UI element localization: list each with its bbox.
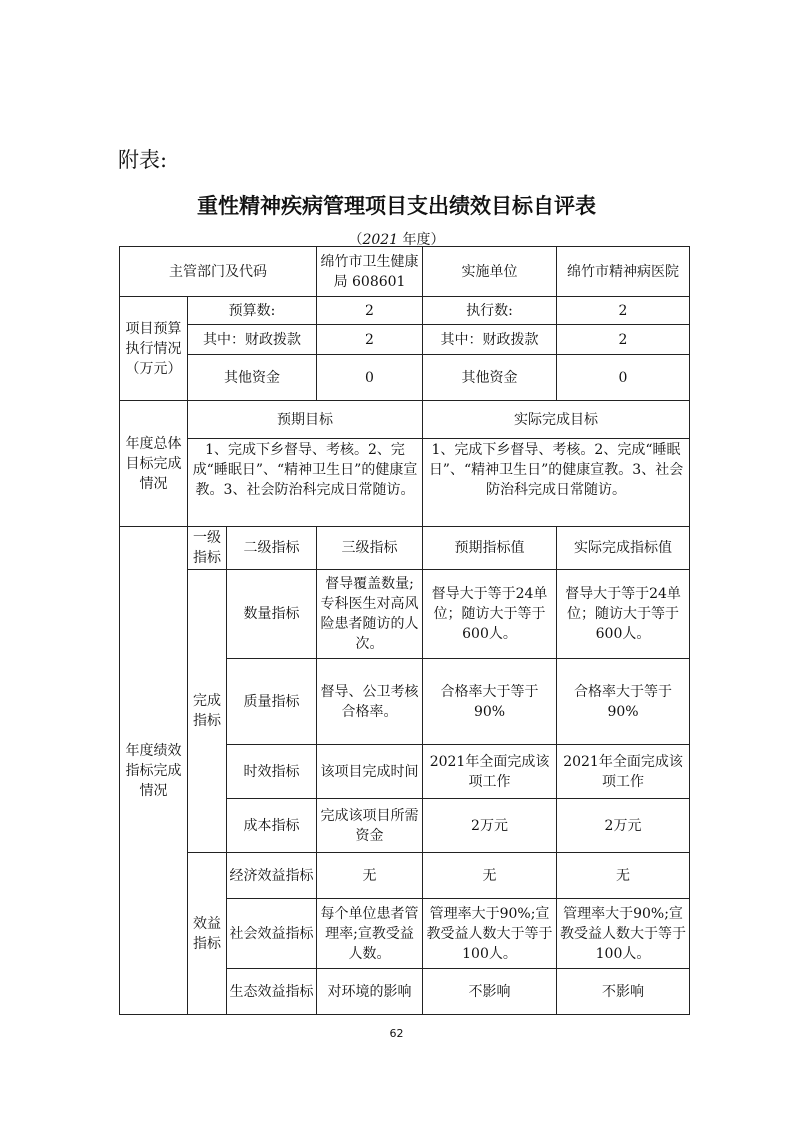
level3-cell: 无 (317, 853, 423, 899)
actual-cell: 2万元 (557, 799, 690, 853)
year-line: （2021 年度） (348, 232, 445, 248)
expected-goal-header: 预期目标 (188, 401, 423, 439)
page-title: 重性精神疾病管理项目支出绩效目标自评表 (197, 194, 596, 218)
expected-cell: 2万元 (423, 799, 557, 853)
table-row (120, 570, 690, 659)
budget-label: 预算数: (188, 297, 317, 325)
expected-cell: 管理率大于90%;宣教受益人数大于等于100人。 (423, 899, 557, 969)
fiscal-value-actual: 2 (557, 325, 690, 355)
exec-value: 2 (557, 297, 690, 325)
level3-header: 三级指标 (317, 527, 423, 570)
level2-header: 二级指标 (227, 527, 317, 570)
level2-cell: 质量指标 (227, 659, 317, 745)
goals-section-label: 年度总体目标完成情况 (120, 401, 188, 527)
level2-cell: 生态效益指标 (227, 969, 317, 1015)
level3-cell: 督导、公卫考核合格率。 (317, 659, 423, 745)
level2-cell: 成本指标 (227, 799, 317, 853)
info-row (120, 247, 690, 297)
level3-cell: 督导覆盖数量;专科医生对高风险患者随访的人次。 (317, 570, 423, 659)
completion-group-label: 完成指标 (188, 570, 227, 853)
table-row (120, 853, 690, 899)
actual-cell: 管理率大于90%;宣教受益人数大于等于100人。 (557, 899, 690, 969)
level2-cell: 数量指标 (227, 570, 317, 659)
other-label-actual: 其他资金 (423, 355, 557, 401)
expected-cell: 无 (423, 853, 557, 899)
exec-label: 执行数: (423, 297, 557, 325)
expected-cell: 不影响 (423, 969, 557, 1015)
actual-value-header: 实际完成指标值 (557, 527, 690, 570)
dept-value: 绵竹市卫生健康局 608601 (317, 247, 423, 297)
year-suffix: 年度 (402, 232, 431, 248)
expected-cell: 2021年全面完成该项工作 (423, 745, 557, 799)
level2-cell: 时效指标 (227, 745, 317, 799)
actual-cell: 督导大于等于24单位；随访大于等于600人。 (557, 570, 690, 659)
expected-cell: 合格率大于等于90% (423, 659, 557, 745)
fiscal-label-actual: 其中：财政拨款 (423, 325, 557, 355)
indicator-header-row (120, 527, 690, 570)
other-value: 0 (317, 355, 423, 401)
expected-cell: 督导大于等于24单位；随访大于等于600人。 (423, 570, 557, 659)
actual-cell: 无 (557, 853, 690, 899)
level3-cell: 对环境的影响 (317, 969, 423, 1015)
benefit-group-label: 效益指标 (188, 853, 227, 1015)
fiscal-value: 2 (317, 325, 423, 355)
level3-cell: 每个单位患者管理率;宣教受益人数。 (317, 899, 423, 969)
fiscal-label: 其中：财政拨款 (188, 325, 317, 355)
actual-cell: 2021年全面完成该项工作 (557, 745, 690, 799)
budget-value: 2 (317, 297, 423, 325)
fiscal-row (120, 325, 690, 355)
budget-row (120, 297, 690, 325)
actual-goal-header: 实际完成目标 (423, 401, 690, 439)
budget-section-label: 项目预算执行情况（万元） (120, 297, 188, 401)
level3-cell: 完成该项目所需资金 (317, 799, 423, 853)
level3-cell: 该项目完成时间 (317, 745, 423, 799)
dept-label: 主管部门及代码 (120, 247, 317, 297)
level2-cell: 社会效益指标 (227, 899, 317, 969)
impl-value: 绵竹市精神病医院 (557, 247, 690, 297)
actual-goal-text: 1、完成下乡督导、考核。2、完成“睡眠日”、“精神卫生日”的健康宣教。3、社会防治科完成日常随访。 (423, 439, 690, 527)
year-value: 2021 (362, 232, 399, 248)
indicators-section-label: 年度绩效指标完成情况 (120, 527, 188, 1015)
goals-header-row (120, 401, 690, 439)
page-number: 62 (389, 1027, 404, 1040)
expected-goal-text: 1、完成下乡督导、考核。2、完成“睡眠日”、“精神卫生日”的健康宣教。3、社会防治科完成日常随访。 (188, 439, 423, 527)
goals-text-row (120, 439, 690, 527)
other-value-actual: 0 (557, 355, 690, 401)
level1-header: 一级指标 (188, 527, 227, 570)
appendix-label: 附表: (118, 148, 168, 172)
other-funds-row (120, 355, 690, 401)
level2-cell: 经济效益指标 (227, 853, 317, 899)
impl-label: 实施单位 (423, 247, 557, 297)
other-label: 其他资金 (188, 355, 317, 401)
expected-value-header: 预期指标值 (423, 527, 557, 570)
performance-table (119, 246, 690, 1015)
actual-cell: 合格率大于等于90% (557, 659, 690, 745)
actual-cell: 不影响 (557, 969, 690, 1015)
